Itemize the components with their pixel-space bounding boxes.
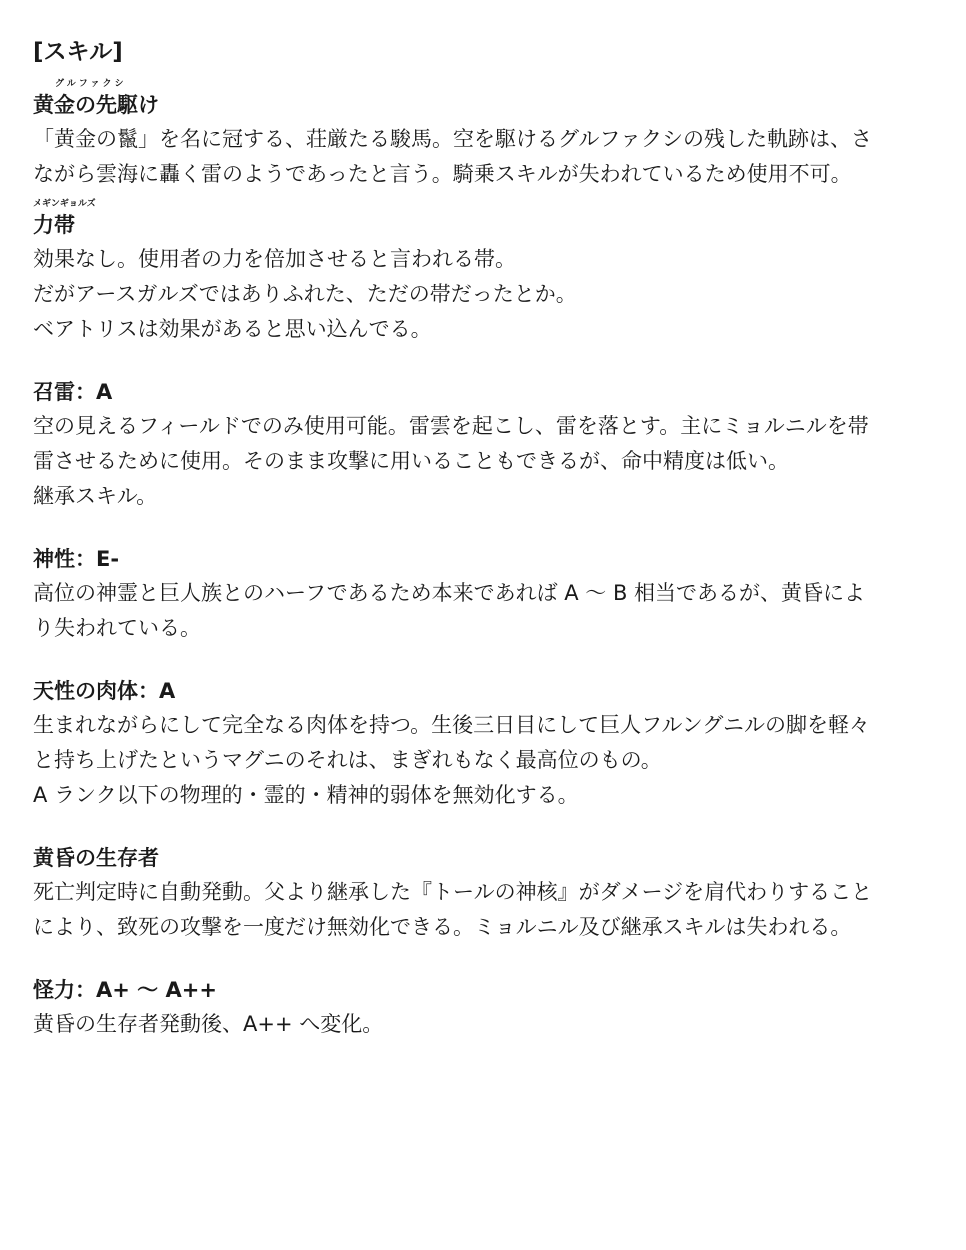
skill-title: 怪力：A+ ～ A++	[33, 978, 217, 1002]
skill-desc-line: り失われている。	[33, 616, 201, 640]
skill-desc-line: と持ち上げたというマグニのそれは、まぎれもなく最高位のもの。	[33, 748, 662, 772]
skill-desc-line: により、致死の攻撃を一度だけ無効化できる。ミョルニル及び継承スキルは失われる。	[33, 915, 852, 939]
skill-title-ruby: メギンギョルズ	[33, 199, 96, 209]
skills-page	[33, 36, 948, 1042]
skill-natural-body	[33, 676, 948, 813]
skill-title: 黄金の先駆け	[33, 93, 159, 117]
skill-description	[33, 409, 948, 514]
skill-desc-line: だがアースガルズではありふれた、ただの帯だったとか。	[33, 282, 577, 306]
skill-monstrous-strength	[33, 975, 948, 1042]
skill-title: 天性の肉体：A	[33, 679, 176, 703]
skill-desc-line: ながら雲海に轟く雷のようであったと言う。騎乗スキルが失われているため使用不可。	[33, 162, 852, 186]
section-header: [スキル]	[33, 39, 123, 65]
skill-desc-line: 「黄金の鬣」を名に冠する、荘厳たる駿馬。空を駆けるグルファクシの残した軌跡は、さ	[33, 127, 872, 151]
skill-title: 黄昏の生存者	[33, 846, 159, 870]
skill-description	[33, 576, 948, 646]
skill-desc-line: A ランク以下の物理的・霊的・精神的弱体を無効化する。	[33, 783, 579, 807]
skill-divinity	[33, 544, 948, 646]
skill-desc-line: 高位の神霊と巨人族とのハーフであるため本来であれば A ～ B 相当であるが、黄昏によ	[33, 581, 866, 605]
skill-title-ruby: グルファクシ	[55, 79, 127, 89]
skill-twilight-survivor	[33, 843, 948, 945]
skill-desc-line: 雷させるために使用。そのまま攻撃に用いることもできるが、命中精度は低い。	[33, 449, 789, 473]
skill-desc-line: 効果なし。使用者の力を倍加させると言われる帯。	[33, 247, 516, 271]
skill-description	[33, 708, 948, 813]
skill-power-belt	[33, 198, 948, 347]
skill-description	[33, 242, 948, 347]
skill-golden-forerunner	[33, 78, 948, 192]
skill-desc-line: ベアトリスは効果があると思い込んでる。	[33, 317, 432, 341]
skill-title: 召雷：A	[33, 380, 113, 404]
skill-desc-line: 死亡判定時に自動発動。父より継承した『トールの神核』がダメージを肩代わりすること	[33, 880, 873, 904]
skill-description	[33, 1007, 948, 1042]
skill-desc-line: 空の見えるフィールドでのみ使用可能。雷雲を起こし、雷を落とす。主にミョルニルを帯	[33, 414, 869, 438]
skill-desc-line: 黄昏の生存者発動後、A++ へ変化。	[33, 1012, 384, 1036]
skill-desc-line: 生まれながらにして完全なる肉体を持つ。生後三日目にして巨人フルングニルの脚を軽々	[33, 713, 870, 737]
skill-title: 力帯	[33, 213, 75, 237]
skill-description	[33, 122, 948, 192]
skill-description	[33, 875, 948, 945]
skill-desc-line: 継承スキル。	[33, 484, 158, 508]
skill-summon-thunder	[33, 377, 948, 514]
skill-title: 神性：E-	[33, 547, 120, 571]
